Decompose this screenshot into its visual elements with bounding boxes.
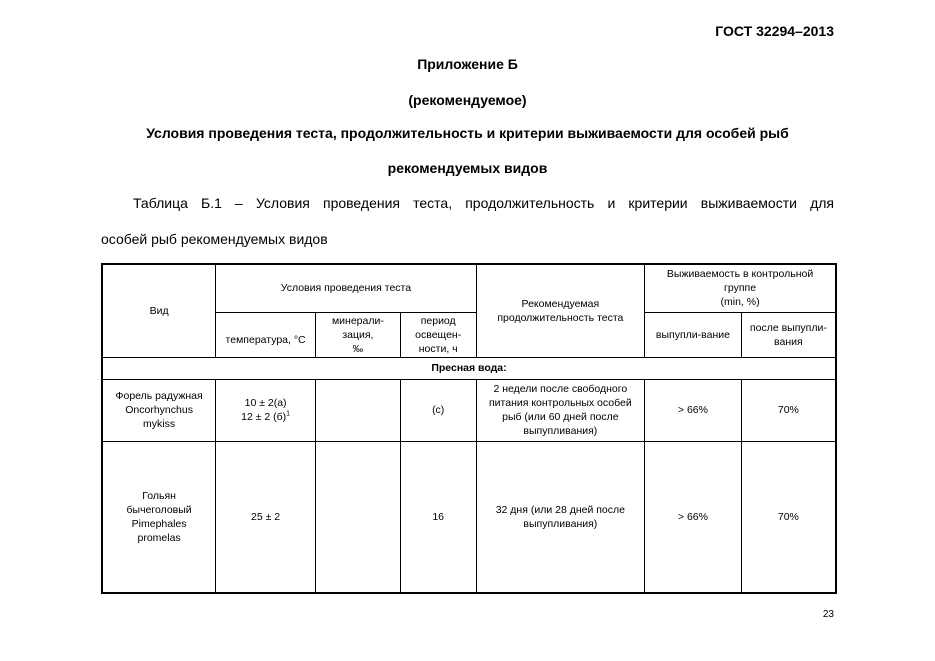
table-caption-line2: особей рыб рекомендуемых видов xyxy=(101,231,328,247)
header-duration: Рекомендуемая продолжительность теста xyxy=(476,264,645,357)
temperature-cell: 25 ± 2 xyxy=(216,441,316,593)
header-species: Вид xyxy=(102,264,216,357)
hatching-cell: > 66% xyxy=(645,441,742,593)
appendix-title: Приложение Б xyxy=(417,56,518,72)
photoperiod-cell: (с) xyxy=(400,379,476,441)
hatching-cell: > 66% xyxy=(645,379,742,441)
standard-number: ГОСТ 32294–2013 xyxy=(715,23,834,39)
table-row xyxy=(102,441,836,593)
page-number: 23 xyxy=(822,609,834,620)
temperature-cell: 10 ± 2(а) 12 ± 2 $(б)^1$ xyxy=(216,379,316,441)
header-survival: Выживаемость в контрольной группе (min, %) xyxy=(645,264,836,312)
header-hatching: выпупли-вание xyxy=(645,312,742,357)
species-cell: Гольян бычеголовый Pimephales promelas xyxy=(102,441,216,593)
table-row xyxy=(102,379,836,441)
appendix-status: (рекомендуемое) xyxy=(408,92,527,108)
header-mineralization: минерали- зация, ‰ xyxy=(315,312,400,357)
section-freshwater: Пресная вода: xyxy=(102,357,836,379)
mineralization-cell xyxy=(315,379,400,441)
species-cell: Форель радужная Oncorhynchus mykiss xyxy=(102,379,216,441)
appendix-heading-line1: Условия проведения теста, продолжительность и критерии выживаемости для особей рыб xyxy=(146,125,789,141)
duration-cell: 2 недели после свободного питания контрольных особей рыб (или 60 дней после выпупливания) xyxy=(476,379,645,441)
header-temperature: температура, °С xyxy=(216,312,316,357)
header-conditions: Условия проведения теста xyxy=(216,264,476,312)
after-hatching-cell: 70% xyxy=(741,379,836,441)
header-photoperiod: период освещен- ности, ч xyxy=(400,312,476,357)
survival-table xyxy=(101,263,837,594)
appendix-heading-line2: рекомендуемых видов xyxy=(387,160,548,176)
table-caption-line1: Таблица Б.1 – Условия проведения теста, продолжительность и критерии выживаемости для xyxy=(133,195,834,211)
after-hatching-cell: 70% xyxy=(741,441,836,593)
mineralization-cell xyxy=(315,441,400,593)
header-after-hatching: после выпупли-вания xyxy=(741,312,836,357)
photoperiod-cell: 16 xyxy=(400,441,476,593)
footnote-mark: 1 xyxy=(286,410,291,418)
duration-cell: 32 дня (или 28 дней после выпупливания) xyxy=(476,441,645,593)
